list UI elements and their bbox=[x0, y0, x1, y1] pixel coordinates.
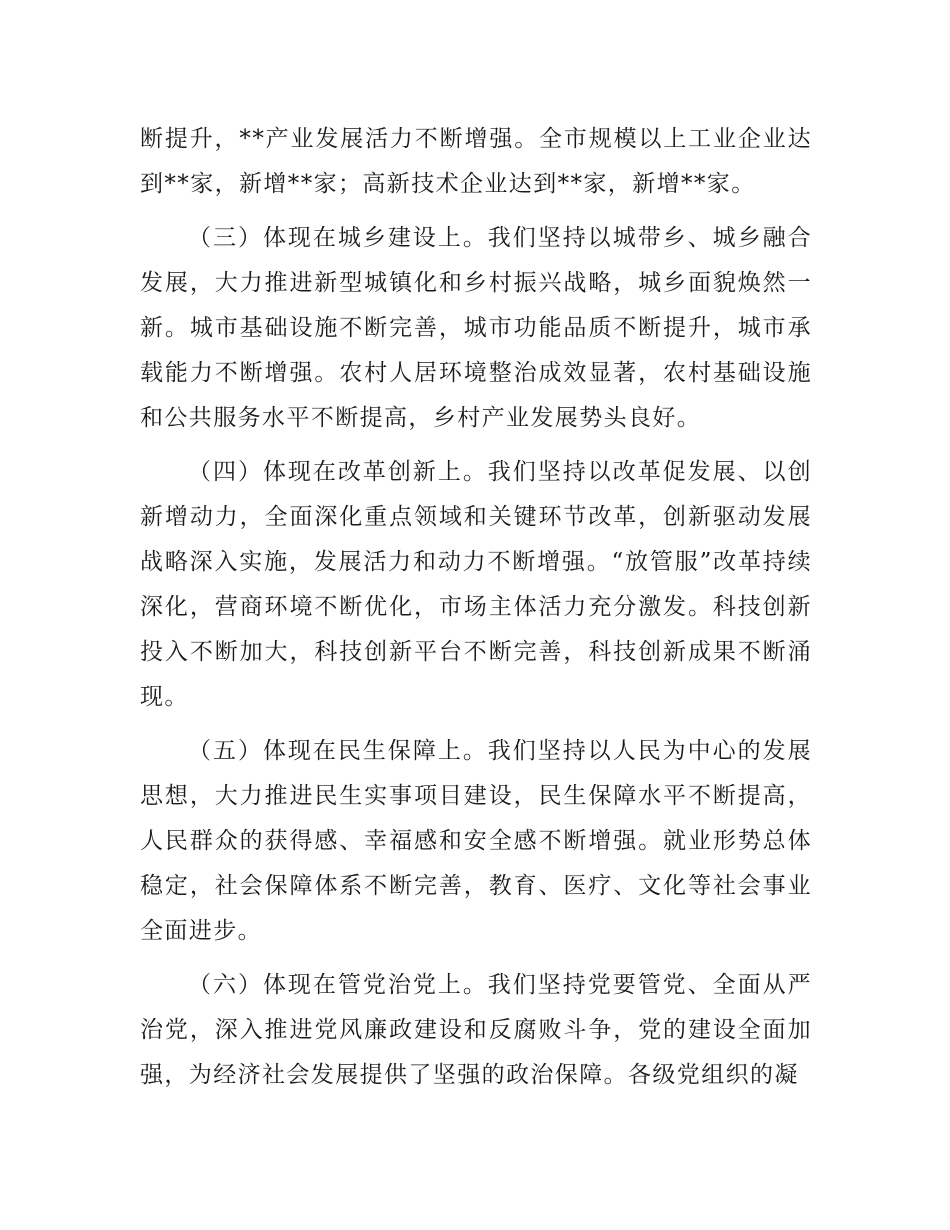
paragraph-party-governance: （六）体现在管党治党上。我们坚持党要管党、全面从严治党，深入推进党风廉政建设和反腐败斗争，党的建设全面加强，为经济社会发展提供了坚强的政治保障。各级党组织的凝 bbox=[140, 972, 812, 1088]
paragraph-reform-innovation: （四）体现在改革创新上。我们坚持以改革促发展、以创新增动力，全面深化重点领域和关键环节改革，创新驱动发展战略深入实施，发展活力和动力不断增强。“放管服”改革持续深化，营商环境不断优化，市场主体活力充分激发。科技创新投入不断加大，科技创新平台不断完善，科技创新成果不断涌现。 bbox=[140, 459, 812, 710]
paragraph-continued: 断提升，**产业发展活力不断增强。全市规模以上工业企业达到**家，新增**家；高新技术企业达到**家，新增**家。 bbox=[140, 126, 812, 197]
paragraph-livelihood-security: （五）体现在民生保障上。我们坚持以人民为中心的发展思想，大力推进民生实事项目建设，民生保障水平不断提高，人民群众的获得感、幸福感和安全感不断增强。就业形势总体稳定，社会保障体系不断完善，教育、医疗、文化等社会事业全面进步。 bbox=[140, 738, 812, 944]
document-body bbox=[140, 117, 812, 1107]
paragraph-urban-rural-construction: （三）体现在城乡建设上。我们坚持以城带乡、城乡融合发展，大力推进新型城镇化和乡村振兴战略，城乡面貌焕然一新。城市基础设施不断完善，城市功能品质不断提升，城市承载能力不断增强。农村人居环境整治成效显著，农村基础设施和公共服务水平不断提高，乡村产业发展势头良好。 bbox=[140, 225, 812, 431]
